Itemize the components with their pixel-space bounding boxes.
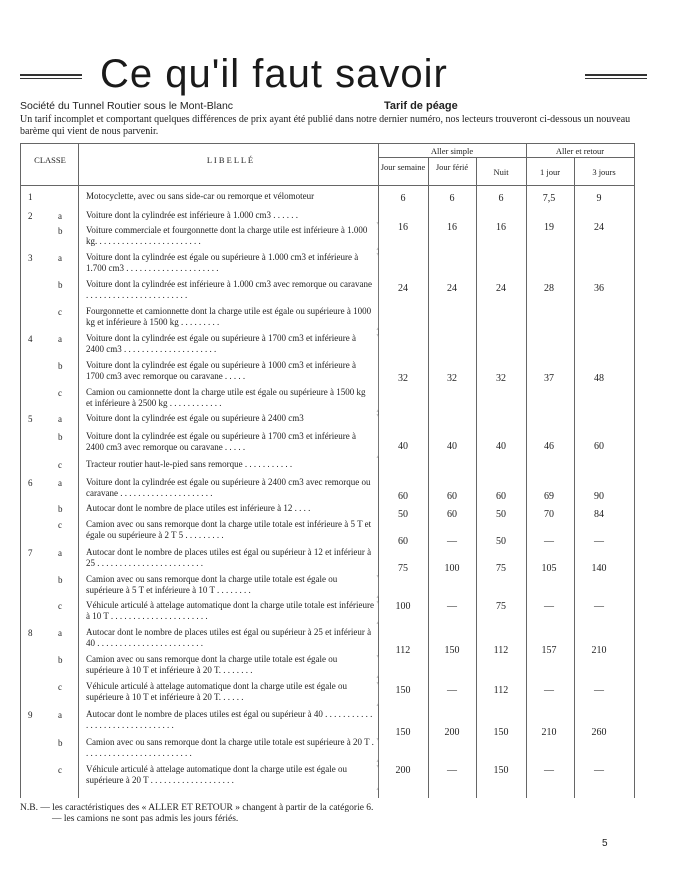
price-cell: 84 — [594, 509, 604, 520]
row-subclass-letter: c — [58, 460, 62, 470]
price-cell: — — [544, 601, 554, 612]
row-class-number: 2 — [28, 211, 33, 221]
row-subclass-letter: a — [58, 628, 62, 638]
price-cell: — — [447, 685, 457, 696]
row-class-number: 4 — [28, 334, 33, 344]
price-cell: 37 — [544, 373, 554, 384]
price-cell: 140 — [591, 563, 607, 574]
header-bottom-border — [20, 185, 634, 186]
price-cell: 60 — [447, 491, 457, 502]
price-cell: 16 — [496, 222, 506, 233]
row-subclass-letter: b — [58, 655, 63, 665]
row-subclass-letter: b — [58, 575, 63, 585]
row-libelle: Véhicule articulé à attelage automatique dont la charge utile est égale ou supérieure à 20 T . . . . . . . . . . . . . . . . . . . — [86, 764, 347, 785]
col-divider-right — [634, 143, 635, 798]
row-subclass-letter: b — [58, 280, 63, 290]
row-class-number: 6 — [28, 478, 33, 488]
row-class-number: 9 — [28, 710, 33, 720]
price-cell: 100 — [395, 601, 411, 612]
row-group-brace — [374, 222, 379, 250]
row-group-brace — [374, 601, 379, 624]
title-rule-right — [585, 74, 647, 79]
note-line-2: — les camions ne sont pas admis les jours fériés. — [52, 814, 239, 824]
price-cell: 46 — [544, 441, 554, 452]
price-cell: 69 — [544, 491, 554, 502]
row-libelle: Véhicule articulé à attelage automatique dont la charge utile est égale ou supérieure à 10 T et inférieure à 20 T. . . . . . — [86, 681, 347, 702]
row-subclass-letter: a — [58, 253, 62, 263]
col-divider-nuit — [476, 157, 477, 798]
price-cell: 6 — [498, 193, 504, 204]
header-aller-retour: Aller et retour — [555, 146, 605, 156]
col-divider-classe — [20, 143, 21, 798]
row-group-brace — [374, 655, 379, 678]
price-cell: 150 — [395, 727, 411, 738]
price-cell: 19 — [544, 222, 554, 233]
row-libelle: Véhicule articulé à attelage automatique dont la charge utile totale est inférieure à 10 T . . . . . . . . . . . . . . . . . . . . . . — [86, 600, 374, 621]
row-subclass-letter: a — [58, 710, 62, 720]
price-cell: — — [594, 765, 604, 776]
price-cell: 100 — [444, 563, 460, 574]
header-classe: CLASSE — [34, 155, 66, 165]
header-jour-ferie: Jour férié — [435, 162, 469, 172]
price-cell: 112 — [395, 645, 411, 656]
price-cell: 32 — [447, 373, 457, 384]
header-1-jour: 1 jour — [539, 167, 561, 177]
tarif-heading: Tarif de péage — [384, 100, 458, 112]
col-divider-retour — [526, 143, 527, 798]
subheader-border-retour — [526, 157, 634, 158]
price-cell: 48 — [594, 373, 604, 384]
row-subclass-letter: c — [58, 307, 62, 317]
header-jour-semaine: Jour semaine — [380, 162, 426, 172]
price-cell: 40 — [447, 441, 457, 452]
price-cell: 6 — [400, 193, 406, 204]
col-divider-3jours — [574, 157, 575, 798]
price-cell: — — [544, 685, 554, 696]
row-libelle: Autocar dont le nombre de places utiles est égal ou supérieur à 12 et inférieur à 25 . . . . . . . . . . . . . . . . . . . . . . . . — [86, 547, 372, 568]
price-cell: 24 — [398, 283, 408, 294]
header-libelle: L I B E L L É — [206, 155, 254, 165]
price-cell: 50 — [398, 509, 408, 520]
page-number: 5 — [602, 838, 608, 849]
subheader-border-aller — [378, 157, 526, 158]
row-subclass-letter: b — [58, 504, 63, 514]
price-cell: 16 — [447, 222, 457, 233]
row-libelle: Voiture dont la cylindrée est égale ou supérieure à 2400 cm3 — [86, 413, 304, 423]
row-group-brace — [374, 765, 379, 790]
price-cell: — — [447, 601, 457, 612]
col-divider-ferie — [428, 157, 429, 798]
row-libelle: Camion ou camionnette dont la charge utile est égale ou supérieure à 1500 kg et inférieure à 2500 kg . . . . . . . . . . . . — [86, 387, 366, 408]
row-libelle: Camion avec ou sans remorque dont la charge utile totale est supérieure à 20 T . . . . . . . . . . . . . . . . . . . . . . . . . — [86, 737, 374, 758]
price-cell: 70 — [544, 509, 554, 520]
row-group-brace — [374, 414, 379, 458]
row-subclass-letter: a — [58, 548, 62, 558]
price-cell: 105 — [541, 563, 557, 574]
price-cell: 36 — [594, 283, 604, 294]
price-cell: 75 — [496, 563, 506, 574]
price-cell: 40 — [496, 441, 506, 452]
note-line-1: N.B. — les caractéristiques des « ALLER ET RETOUR » changent à partir de la catégorie 6. — [20, 803, 374, 813]
price-cell: — — [447, 765, 457, 776]
row-subclass-letter: c — [58, 765, 62, 775]
price-cell: 28 — [544, 283, 554, 294]
row-group-brace — [374, 575, 379, 598]
price-cell: 200 — [395, 765, 411, 776]
price-cell: — — [594, 536, 604, 547]
price-cell: 150 — [444, 645, 460, 656]
price-cell: 150 — [493, 727, 509, 738]
price-cell: 210 — [541, 727, 557, 738]
row-libelle: Camion avec ou sans remorque dont la charge utile totale est égale ou supérieure à 10 T et inférieure à 20 T. . . . . . . . — [86, 654, 338, 675]
price-cell: 60 — [398, 536, 408, 547]
organization-name: Société du Tunnel Routier sous le Mont-Blanc — [20, 100, 234, 112]
row-group-brace — [374, 334, 379, 412]
price-cell: 90 — [594, 491, 604, 502]
price-cell: — — [544, 536, 554, 547]
row-libelle: Autocar dont le nombre de places utiles est égal ou supérieur à 25 et inférieur à 40 . . . . . . . . . . . . . . . . . . . . . . . . — [86, 627, 372, 648]
table-top-border — [20, 143, 634, 144]
row-libelle: Voiture dont la cylindrée est égale ou supérieure à 2400 cm3 avec remorque ou caravane . . . . . . . . . . . . . . . . . . . . . — [86, 477, 371, 498]
price-cell: 9 — [596, 193, 602, 204]
price-cell: 75 — [398, 563, 408, 574]
row-libelle: Autocar dont le nombre de places utiles est égal ou supérieur à 40 . . . . . . . . . . . . . . . . . . . . . . . . . . . . . . . — [86, 709, 373, 730]
row-libelle: Voiture dont la cylindrée est égale ou supérieure à 1000 cm3 et inférieure à 1700 cm3 avec remorque ou caravane . . . . . — [86, 360, 356, 381]
row-libelle: Autocar dont le nombre de place utiles est inférieure à 12 . . . . — [86, 503, 311, 513]
price-cell: 210 — [591, 645, 607, 656]
price-cell: 24 — [447, 283, 457, 294]
row-group-brace — [374, 253, 379, 330]
price-cell: 16 — [398, 222, 408, 233]
row-libelle: Camion avec ou sans remorque dont la charge utile totale est égale ou supérieure à 5 T et inférieure à 10 T . . . . . . . . — [86, 574, 338, 595]
row-libelle: Voiture dont la cylindrée est égale ou supérieure à 1.000 cm3 et inférieure à 1.700 cm3 . . . . . . . . . . . . . . . . . . . . . — [86, 252, 359, 273]
row-subclass-letter: a — [58, 211, 62, 221]
row-subclass-letter: b — [58, 738, 63, 748]
price-cell: — — [544, 765, 554, 776]
price-cell: — — [594, 685, 604, 696]
header-nuit: Nuit — [493, 167, 509, 177]
header-3-jours: 3 jours — [592, 167, 616, 177]
price-cell: 260 — [591, 727, 607, 738]
price-cell: 6 — [449, 193, 455, 204]
row-group-brace — [374, 738, 379, 762]
price-cell: 157 — [541, 645, 557, 656]
title-rule-left — [20, 74, 82, 79]
notes — [20, 803, 373, 825]
price-cell: 7,5 — [542, 193, 556, 204]
page-title: Ce qu'il faut savoir — [100, 52, 448, 96]
price-cell: 50 — [496, 509, 506, 520]
row-group-brace — [374, 682, 379, 706]
price-cell: 200 — [444, 727, 460, 738]
row-subclass-letter: c — [58, 388, 62, 398]
price-cell: 60 — [398, 491, 408, 502]
row-libelle: Voiture dont la cylindrée est égale ou supérieure à 1700 cm3 et inférieure à 2400 cm3 . . . . . . . . . . . . . . . . . . . . . — [86, 333, 356, 354]
row-subclass-letter: b — [58, 432, 63, 442]
row-class-number: 7 — [28, 548, 33, 558]
price-cell: 60 — [496, 491, 506, 502]
price-cell: 40 — [398, 441, 408, 452]
row-subclass-letter: c — [58, 682, 62, 692]
price-cell: 32 — [496, 373, 506, 384]
header-aller-simple: Aller simple — [430, 146, 474, 156]
row-subclass-letter: c — [58, 520, 62, 530]
row-libelle: Tracteur routier haut-le-pied sans remorque . . . . . . . . . . . — [86, 459, 293, 469]
row-subclass-letter: b — [58, 361, 63, 371]
row-class-number: 8 — [28, 628, 33, 638]
intro-paragraph: Un tarif incomplet et comportant quelques différences de prix ayant été publié dans notre dernier numéro, nos lecteurs trouveront ci-dessous un nouveau barème qui vient de nous parvenir. — [20, 114, 631, 137]
row-class-number: 5 — [28, 414, 33, 424]
price-cell: — — [447, 536, 457, 547]
price-cell: 32 — [398, 373, 408, 384]
row-subclass-letter: a — [58, 414, 62, 424]
row-class-number: 1 — [28, 192, 33, 202]
row-libelle: Voiture commerciale et fourgonnette dont la charge utile est inférieure à 1.000 kg. . . . . . . . . . . . . . . . . . . . . . . . — [86, 225, 368, 246]
row-libelle: Voiture dont la cylindrée est égale ou supérieure à 1700 cm3 et inférieure à 2400 cm3 avec remorque ou caravane . . . . . — [86, 431, 356, 452]
row-libelle: Camion avec ou sans remorque dont la charge utile totale est inférieure à 5 T et égale ou supérieure à 2 T 5 . . . . . . . . . — [86, 519, 372, 540]
row-subclass-letter: a — [58, 478, 62, 488]
row-libelle: Fourgonnette et camionnette dont la charge utile est égale ou supérieure à 1000 kg et inférieure à 1500 kg . . . . . . . . . — [86, 306, 372, 327]
price-cell: 50 — [496, 536, 506, 547]
row-libelle: Motocyclette, avec ou sans side-car ou remorque et vélomoteur — [86, 191, 315, 201]
row-libelle: Voiture dont la cylindrée est inférieure à 1.000 cm3 . . . . . . — [86, 210, 299, 220]
price-cell: 112 — [493, 685, 509, 696]
price-cell: — — [594, 601, 604, 612]
row-subclass-letter: b — [58, 226, 63, 236]
col-divider-libelle — [78, 143, 79, 798]
price-cell: 24 — [594, 222, 604, 233]
row-subclass-letter: a — [58, 334, 62, 344]
row-class-number: 3 — [28, 253, 33, 263]
price-cell: 60 — [447, 509, 457, 520]
price-cell: 75 — [496, 601, 506, 612]
price-cell: 60 — [594, 441, 604, 452]
row-libelle: Voiture dont la cylindrée est inférieure à 1.000 cm3 avec remorque ou caravane . . . . . . . . . . . . . . . . . . . . . . . — [86, 279, 372, 300]
row-subclass-letter: c — [58, 601, 62, 611]
price-cell: 112 — [493, 645, 509, 656]
price-cell: 24 — [496, 283, 506, 294]
price-cell: 150 — [493, 765, 509, 776]
price-cell: 150 — [395, 685, 411, 696]
